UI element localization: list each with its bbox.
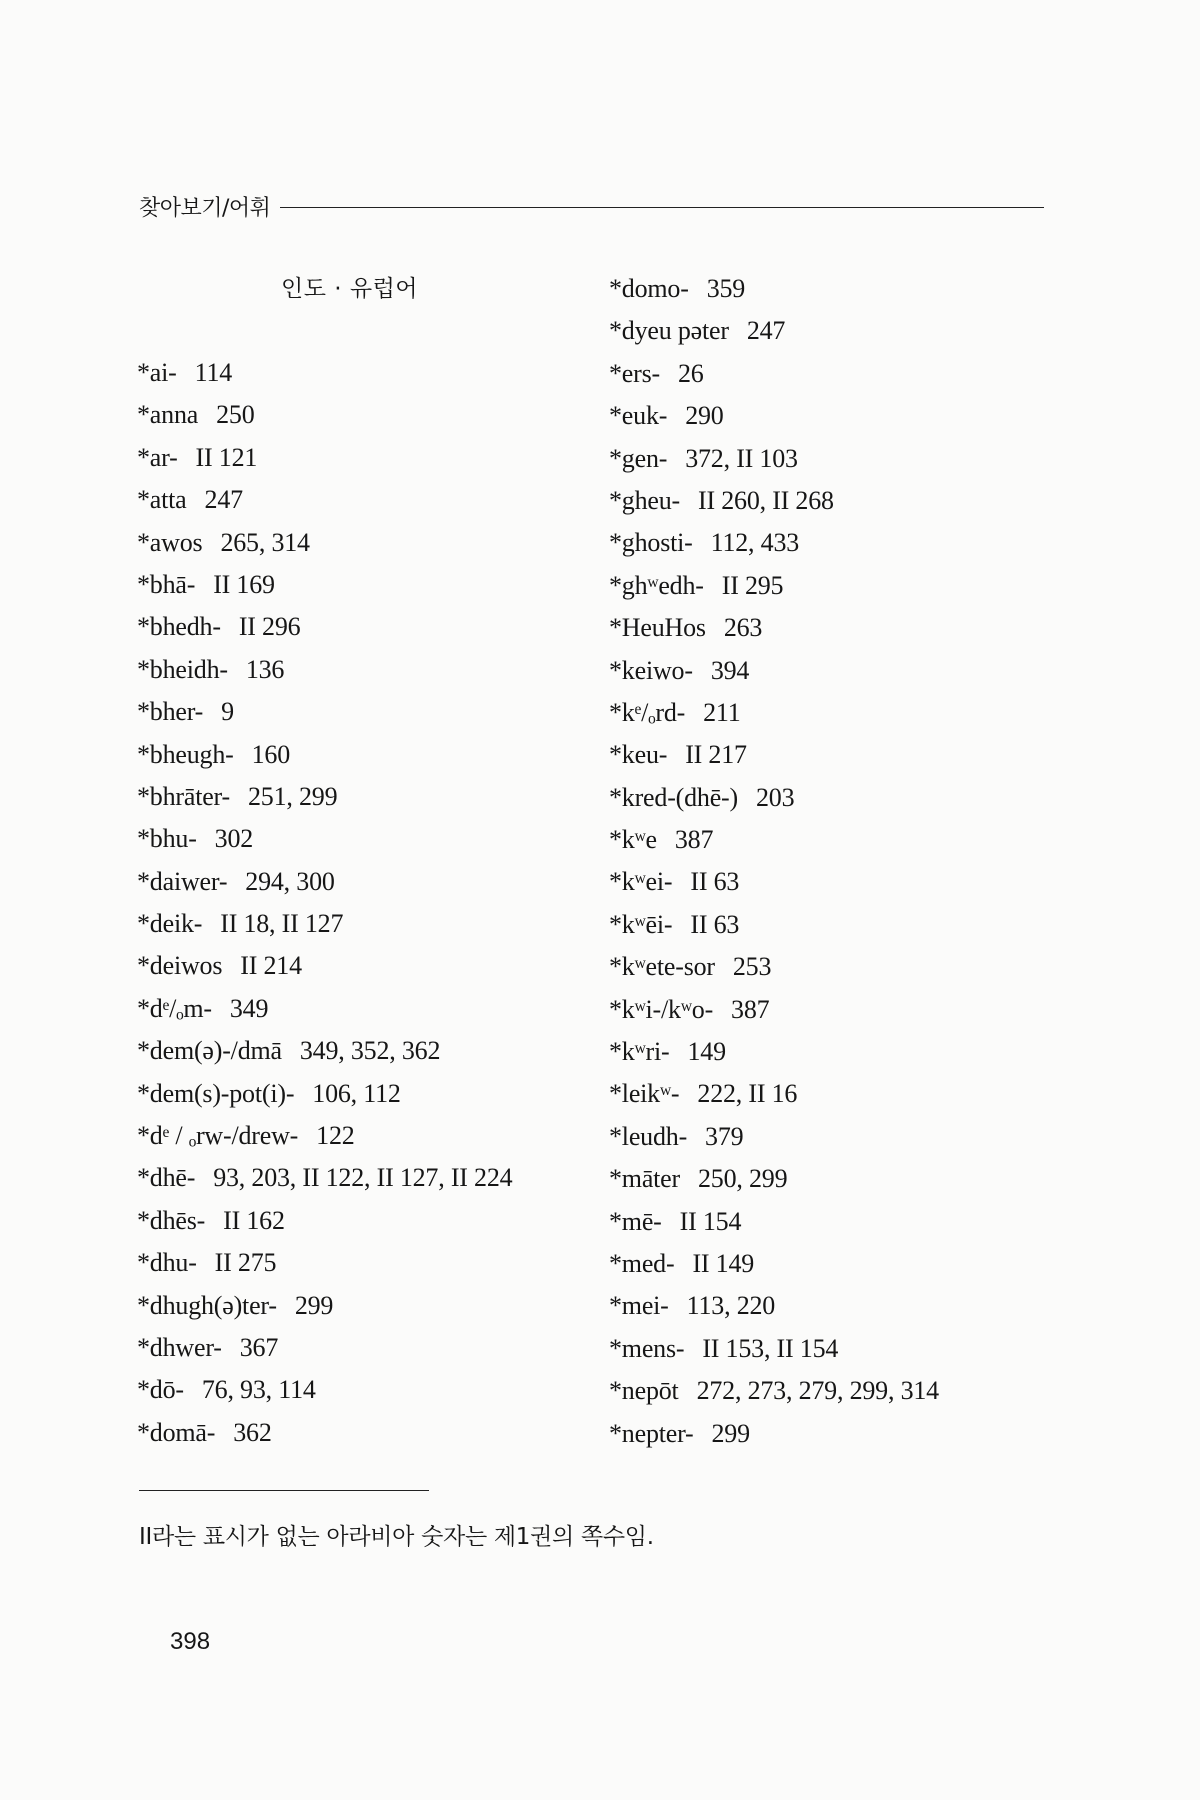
entry-pages: 294, 300 bbox=[245, 866, 335, 896]
entry-word: *domo- bbox=[609, 274, 689, 303]
entry-pages: 251, 299 bbox=[247, 781, 338, 811]
entry-word: *euk- bbox=[609, 401, 668, 431]
index-entry bbox=[609, 438, 1079, 480]
entry-word: *keiwo- bbox=[609, 655, 693, 685]
entry-word: *dhē- bbox=[137, 1163, 196, 1193]
index-entry bbox=[609, 1073, 1079, 1115]
entry-pages: II 149 bbox=[692, 1248, 755, 1278]
index-entry bbox=[609, 1328, 1079, 1370]
entry-pages: 362 bbox=[233, 1417, 272, 1447]
entry-pages: 9 bbox=[221, 697, 234, 727]
entry-word: *bheidh- bbox=[137, 654, 228, 684]
entry-word: *dō- bbox=[137, 1375, 184, 1405]
entry-word: *mei- bbox=[609, 1291, 669, 1321]
entry-pages: 136 bbox=[245, 654, 285, 684]
header-title: 찾아보기/어휘 bbox=[139, 195, 271, 221]
index-entry bbox=[609, 268, 1079, 310]
index-entry bbox=[609, 777, 1079, 819]
entry-word: *daiwer- bbox=[137, 866, 228, 896]
entry-word: *māter bbox=[609, 1164, 680, 1194]
section-heading: 인도 · 유럽어 bbox=[281, 276, 419, 302]
index-entry bbox=[609, 607, 1079, 649]
entry-word: *bhā- bbox=[137, 569, 196, 599]
index-entry bbox=[137, 564, 607, 606]
index-entry bbox=[137, 1073, 607, 1115]
entry-word: *keu- bbox=[609, 740, 668, 770]
entry-pages: 149 bbox=[687, 1037, 726, 1067]
index-entry bbox=[609, 989, 1079, 1031]
entry-pages: 93, 203, II 122, II 127, II 224 bbox=[213, 1163, 513, 1193]
entry-pages: 372, II 103 bbox=[685, 443, 798, 473]
index-entry bbox=[137, 818, 607, 860]
entry-word: *gheu- bbox=[609, 485, 680, 515]
entry-word: *dem(ə)-/dmā bbox=[137, 1036, 282, 1066]
entry-word: *ar- bbox=[137, 442, 178, 472]
entry-pages: II 169 bbox=[213, 569, 275, 599]
page-number: 398 bbox=[170, 1628, 211, 1655]
entry-pages: 349 bbox=[229, 993, 269, 1023]
entry-pages: II 63 bbox=[690, 909, 740, 939]
index-entry bbox=[137, 945, 607, 987]
index-entry bbox=[609, 946, 1079, 988]
entry-pages: II 162 bbox=[223, 1205, 285, 1235]
entry-word: *mens- bbox=[609, 1333, 685, 1363]
index-entry bbox=[137, 522, 607, 564]
entry-word: *bhrāter- bbox=[137, 781, 230, 811]
index-entry bbox=[137, 861, 607, 903]
entry-pages: 379 bbox=[705, 1121, 744, 1151]
entry-pages: 387 bbox=[731, 994, 770, 1024]
index-entry bbox=[609, 1413, 1079, 1455]
entry-pages: 76, 93, 114 bbox=[201, 1375, 316, 1405]
index-entry bbox=[609, 650, 1079, 692]
index-entry bbox=[609, 861, 1079, 903]
index-entry bbox=[137, 1115, 607, 1157]
index-entry bbox=[609, 522, 1079, 564]
index-column-right bbox=[609, 268, 1079, 1455]
entry-word: *kred-(dhē-) bbox=[609, 782, 738, 812]
index-entry bbox=[609, 904, 1079, 946]
entry-word: *kʷei- bbox=[609, 867, 673, 897]
entry-word: *dhēs- bbox=[137, 1205, 206, 1235]
index-entry bbox=[609, 692, 1079, 734]
entry-word: *domā- bbox=[137, 1417, 216, 1447]
index-entry bbox=[609, 1201, 1079, 1243]
entry-word: *kᵉ/ₒrd- bbox=[609, 697, 686, 727]
index-entry bbox=[137, 649, 607, 691]
entry-word: *kʷe bbox=[609, 825, 657, 855]
entry-word: *nepōt bbox=[609, 1376, 679, 1406]
entry-pages: 265, 314 bbox=[220, 527, 310, 557]
entry-word: *dᵉ / ₒrw-/drew- bbox=[137, 1121, 299, 1151]
entry-pages: II 217 bbox=[685, 740, 747, 770]
entry-pages: II 214 bbox=[240, 951, 302, 981]
index-entry bbox=[137, 394, 607, 436]
entry-word: *anna bbox=[137, 400, 199, 430]
entry-pages: 302 bbox=[214, 824, 254, 854]
index-entry bbox=[137, 437, 607, 479]
index-entry bbox=[137, 1285, 607, 1327]
index-column-left bbox=[137, 268, 607, 1454]
entry-word: *kʷete-sor bbox=[609, 952, 715, 982]
entry-pages: 349, 352, 362 bbox=[299, 1036, 441, 1066]
index-entry bbox=[609, 310, 1079, 352]
index-entry bbox=[609, 734, 1079, 776]
entry-word: *awos bbox=[137, 527, 203, 557]
entry-pages: 222, II 16 bbox=[697, 1079, 798, 1109]
entry-word: *bhu- bbox=[137, 824, 197, 854]
entry-pages: II 296 bbox=[238, 612, 301, 642]
entry-pages: 250 bbox=[216, 400, 255, 430]
index-entry bbox=[137, 1412, 607, 1454]
entry-word: *kʷi-/kʷo- bbox=[609, 994, 714, 1024]
entry-word: *ers- bbox=[609, 358, 660, 388]
index-entry bbox=[609, 395, 1079, 437]
index-entry bbox=[137, 352, 607, 394]
entry-word: *bher- bbox=[137, 697, 204, 727]
entry-word: *dhu- bbox=[137, 1248, 197, 1278]
entry-pages: 203 bbox=[755, 782, 795, 812]
footnote: II라는 표시가 없는 아라비아 숫자는 제1권의 쪽수임. bbox=[139, 1524, 654, 1550]
entry-word: *mē- bbox=[609, 1206, 662, 1236]
entry-pages: II 18, II 127 bbox=[220, 909, 344, 939]
entry-pages: II 260, II 268 bbox=[698, 485, 834, 515]
entry-word: *deiwos bbox=[137, 951, 223, 981]
index-entry bbox=[609, 819, 1079, 861]
entry-word: *leikʷ- bbox=[609, 1079, 680, 1109]
entry-pages: II 153, II 154 bbox=[702, 1333, 839, 1363]
entry-pages: 290 bbox=[685, 401, 724, 431]
entry-word: *dᵉ/ₒm- bbox=[137, 993, 212, 1023]
index-entry bbox=[609, 1370, 1079, 1412]
index-entry bbox=[137, 1242, 607, 1284]
entry-word: *ghosti- bbox=[609, 528, 693, 558]
entry-pages: 122 bbox=[316, 1121, 355, 1151]
index-entry bbox=[137, 606, 607, 648]
index-entry bbox=[609, 1285, 1079, 1327]
header-rule bbox=[280, 207, 1044, 208]
entry-word: *bhedh- bbox=[137, 612, 221, 642]
entry-pages: II 63 bbox=[690, 867, 740, 897]
entry-pages: 299 bbox=[711, 1418, 750, 1448]
entry-pages: 160 bbox=[251, 739, 291, 769]
entry-word: *deik- bbox=[137, 909, 203, 939]
entry-pages: 113, 220 bbox=[686, 1291, 776, 1321]
entry-pages: 359 bbox=[706, 274, 746, 303]
entry-pages: 367 bbox=[239, 1332, 279, 1362]
index-entry bbox=[137, 1369, 607, 1411]
entry-pages: 394 bbox=[710, 655, 750, 685]
index-entry bbox=[609, 1116, 1079, 1158]
entry-pages: 211 bbox=[703, 697, 741, 727]
index-entry bbox=[137, 776, 607, 818]
entry-pages: 263 bbox=[723, 613, 763, 643]
index-entry bbox=[137, 1030, 607, 1072]
entry-pages: 387 bbox=[674, 825, 714, 855]
entry-word: *leudh- bbox=[609, 1121, 688, 1151]
running-header bbox=[139, 186, 1044, 226]
entry-pages: II 275 bbox=[214, 1248, 277, 1278]
entry-pages: II 121 bbox=[195, 442, 258, 472]
index-entry bbox=[137, 1327, 607, 1369]
entry-pages: 114 bbox=[194, 358, 233, 387]
entry-word: *ghʷedh- bbox=[609, 570, 704, 600]
entry-pages: 299 bbox=[294, 1290, 334, 1320]
entry-pages: 253 bbox=[732, 952, 772, 982]
entry-word: *bheugh- bbox=[137, 739, 234, 769]
right-entry-list bbox=[609, 268, 1079, 1455]
index-entry bbox=[609, 1031, 1079, 1073]
entry-word: *dhugh(ə)ter- bbox=[137, 1290, 277, 1320]
index-entry bbox=[609, 480, 1079, 522]
left-entry-list bbox=[137, 352, 607, 1454]
entry-word: *ai- bbox=[137, 358, 177, 387]
index-entry bbox=[609, 1243, 1079, 1285]
entry-word: *atta bbox=[137, 485, 187, 515]
entry-word: *dyeu pəter bbox=[609, 316, 729, 346]
entry-pages: 106, 112 bbox=[312, 1078, 401, 1108]
index-entry bbox=[137, 1200, 607, 1242]
entry-word: *dem(s)-pot(i)- bbox=[137, 1078, 295, 1108]
entry-pages: 250, 299 bbox=[698, 1164, 788, 1194]
index-entry bbox=[137, 988, 607, 1030]
entry-pages: 247 bbox=[746, 316, 786, 346]
entry-word: *kʷēi- bbox=[609, 909, 673, 939]
entry-pages: 26 bbox=[677, 358, 704, 388]
footnote-rule bbox=[139, 1490, 429, 1491]
entry-pages: 112, 433 bbox=[710, 528, 800, 558]
index-entry bbox=[137, 903, 607, 945]
entry-word: *HeuHos bbox=[609, 613, 706, 643]
entry-pages: 272, 273, 279, 299, 314 bbox=[696, 1376, 939, 1406]
entry-pages: 247 bbox=[204, 485, 243, 515]
index-entry bbox=[137, 479, 607, 521]
index-entry bbox=[137, 734, 607, 776]
entry-word: *gen- bbox=[609, 443, 668, 473]
entry-pages: II 295 bbox=[721, 570, 784, 600]
entry-word: *nepter- bbox=[609, 1418, 694, 1448]
index-entry bbox=[609, 565, 1079, 607]
index-entry bbox=[137, 1157, 607, 1199]
entry-word: *kʷri- bbox=[609, 1037, 670, 1067]
index-entry bbox=[137, 691, 607, 733]
index-entry bbox=[609, 353, 1079, 395]
entry-pages: II 154 bbox=[679, 1206, 742, 1236]
index-entry bbox=[609, 1158, 1079, 1200]
entry-word: *dhwer- bbox=[137, 1332, 222, 1362]
entry-word: *med- bbox=[609, 1248, 675, 1278]
